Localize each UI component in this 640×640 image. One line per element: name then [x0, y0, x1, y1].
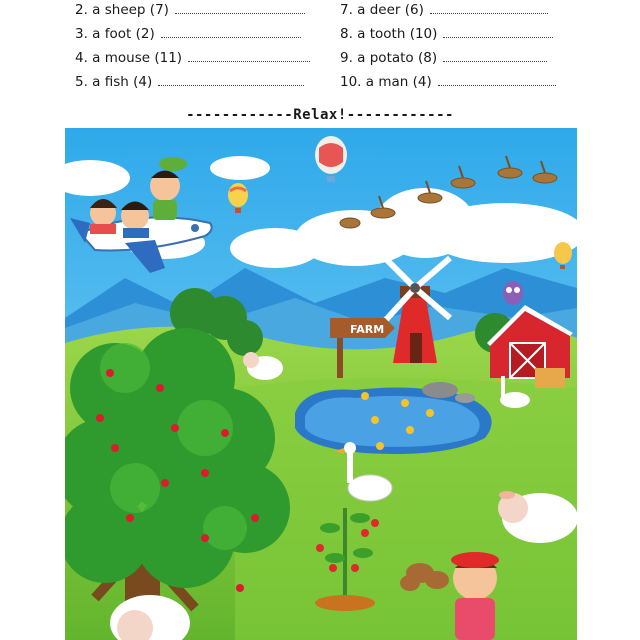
- answer-line[interactable]: [158, 75, 304, 86]
- answer-line[interactable]: [430, 3, 548, 14]
- exercise-item: [340, 26, 553, 42]
- exercise-item: [340, 50, 547, 66]
- exercise-text: 7. a deer (6): [340, 2, 424, 18]
- owl-icon: [503, 281, 523, 305]
- answer-line[interactable]: [438, 75, 556, 86]
- exercise-item: [75, 2, 305, 18]
- relax-divider: ------------Relax!------------: [186, 107, 454, 123]
- exercise-text: 8. a tooth (10): [340, 26, 438, 42]
- exercise-item: [75, 50, 310, 66]
- answer-line[interactable]: [443, 51, 547, 62]
- exercise-item: [75, 26, 301, 42]
- answer-line[interactable]: [175, 3, 305, 14]
- exercise-item: [340, 74, 556, 90]
- exercise-text: 10. a man (4): [340, 74, 432, 90]
- farm-scene-svg: [65, 128, 577, 640]
- exercise-text: 2. a sheep (7): [75, 2, 169, 18]
- farm-illustration: [65, 128, 577, 640]
- answer-line[interactable]: [161, 27, 301, 38]
- exercise-item: [340, 2, 548, 18]
- answer-line[interactable]: [188, 51, 310, 62]
- exercise-text: 5. a fish (4): [75, 74, 153, 90]
- exercise-text: 9. a potato (8): [340, 50, 438, 66]
- answer-line[interactable]: [443, 27, 553, 38]
- exercise-item: [75, 74, 304, 90]
- exercise-text: 3. a foot (2): [75, 26, 155, 42]
- farm-sign-text: FARM: [350, 323, 385, 336]
- exercise-text: 4. a mouse (11): [75, 50, 183, 66]
